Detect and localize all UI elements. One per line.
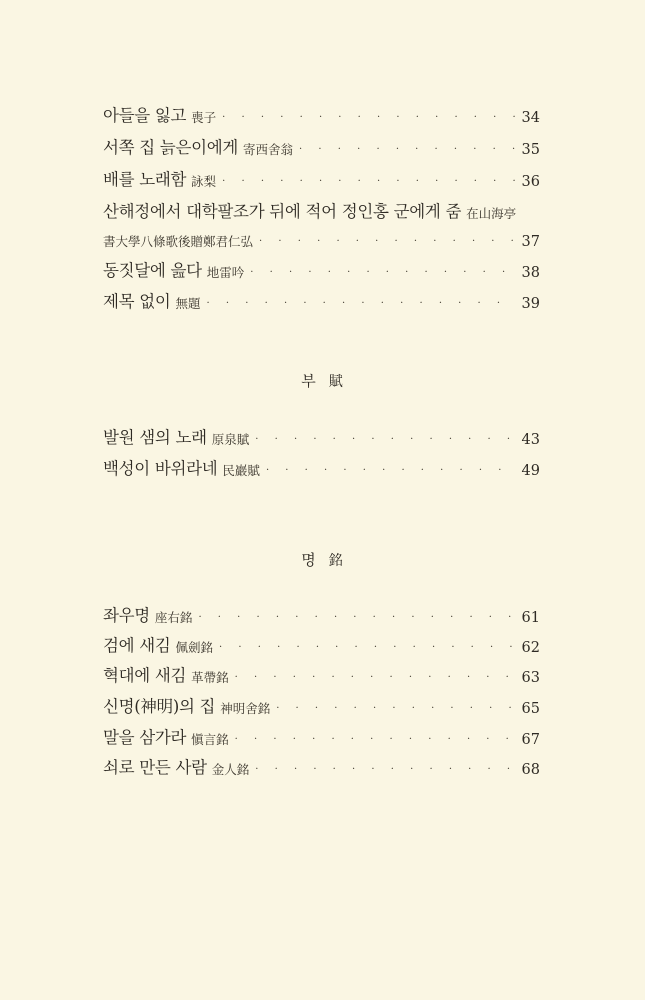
dot-leader [219,643,515,653]
entry-page-number: 36 [521,174,540,190]
entry-title-hanja: 民巖賦 [222,463,260,478]
entry-page-number: 37 [521,234,540,250]
toc-entry[interactable] [103,132,540,158]
entry-title-hanja: 原泉賦 [211,432,250,447]
entry-page-number: 43 [521,432,540,448]
section-heading-hanja: 賦 [328,374,344,390]
entry-title-korean: 제목 없이 [103,292,171,311]
entry-title-korean: 백성이 바위라네 [103,459,218,478]
dot-leader [198,613,515,623]
entry-title-korean: 검에 새김 [103,636,171,655]
entry-title-hanja: 金人銘 [211,762,250,777]
toc-entry[interactable] [103,453,540,479]
section-heading-korean: 부 [301,372,317,390]
dot-leader [222,113,515,123]
entry-title-hanja: 愼言銘 [191,732,229,747]
dot-leader [255,765,515,775]
entry-title-korean: 쇠로 만든 사람 [103,758,207,777]
entry-title-hanja: 詠梨 [191,174,217,189]
entry-title-korean: 혁대에 새김 [103,666,187,685]
entry-page-number: 67 [521,732,540,748]
toc-entry[interactable] [103,752,540,778]
toc-entry[interactable] [103,600,540,626]
entry-page-number: 68 [521,762,540,778]
toc-entry[interactable] [103,100,540,126]
entry-title-hanja: 在山海亭 [466,206,517,221]
entry-title-hanja: 寄西舍翁 [243,142,294,157]
entry-title-korean: 서쪽 집 늙은이에게 [103,138,239,157]
entry-title-hanja: 佩劍銘 [175,640,214,655]
section-heading-hanja: 銘 [328,553,344,569]
entry-title-korean: 배를 노래함 [103,170,187,189]
entry-page-number: 62 [521,640,540,656]
entry-page-number: 39 [521,296,540,312]
toc-entry[interactable] [103,660,540,686]
entry-title-korean: 동짓달에 읊다 [103,261,202,280]
toc-entry[interactable] [103,196,540,222]
entry-page-number: 61 [521,610,540,626]
entry-title-hanja: 地雷吟 [206,265,245,280]
dot-leader [255,435,515,445]
entry-title-korean: 산해정에서 대학팔조가 뒤에 적어 정인홍 군에게 줌 [103,202,462,221]
section-heading-fu [0,370,645,391]
dot-leader [299,145,515,155]
dot-leader [266,466,515,476]
toc-entry[interactable] [103,722,540,748]
toc-entry[interactable] [103,422,540,448]
entry-page-number: 63 [521,670,540,686]
dot-leader [276,704,515,714]
entry-title-hanja: 神明舍銘 [220,701,271,716]
toc-entry[interactable] [103,255,540,281]
dot-leader [235,735,515,745]
section-heading-ming [0,549,645,570]
entry-title-korean: 좌우명 [103,606,150,625]
dot-leader [222,177,515,187]
entry-title-hanja: 喪子 [191,110,217,125]
toc-entry[interactable] [103,691,540,717]
entry-title-korean: 아들을 잃고 [103,106,187,125]
entry-title-hanja: 座右銘 [154,610,193,625]
entry-title-hanja: 革帶銘 [191,670,229,685]
toc-entry[interactable] [103,164,540,190]
entry-page-number: 65 [521,701,540,717]
entry-title-korean: 신명(神明)의 집 [103,697,216,716]
entry-title-hanja: 無題 [175,296,201,311]
entry-title-korean: 말을 삼가라 [103,728,187,747]
entry-title-hanja: 書大學八條歌後贈鄭君仁弘 [103,234,254,249]
dot-leader [250,268,515,278]
entry-page-number: 49 [521,463,540,479]
dot-leader [207,299,515,309]
dot-leader [235,673,515,683]
dot-leader [259,237,515,247]
section-heading-korean: 명 [301,551,317,569]
entry-page-number: 34 [521,110,540,126]
toc-entry-continued[interactable] [103,224,540,250]
toc-entry[interactable] [103,286,540,312]
entry-page-number: 35 [521,142,540,158]
toc-entry[interactable] [103,630,540,656]
entry-title-korean: 발원 샘의 노래 [103,428,207,447]
entry-page-number: 38 [521,265,540,281]
